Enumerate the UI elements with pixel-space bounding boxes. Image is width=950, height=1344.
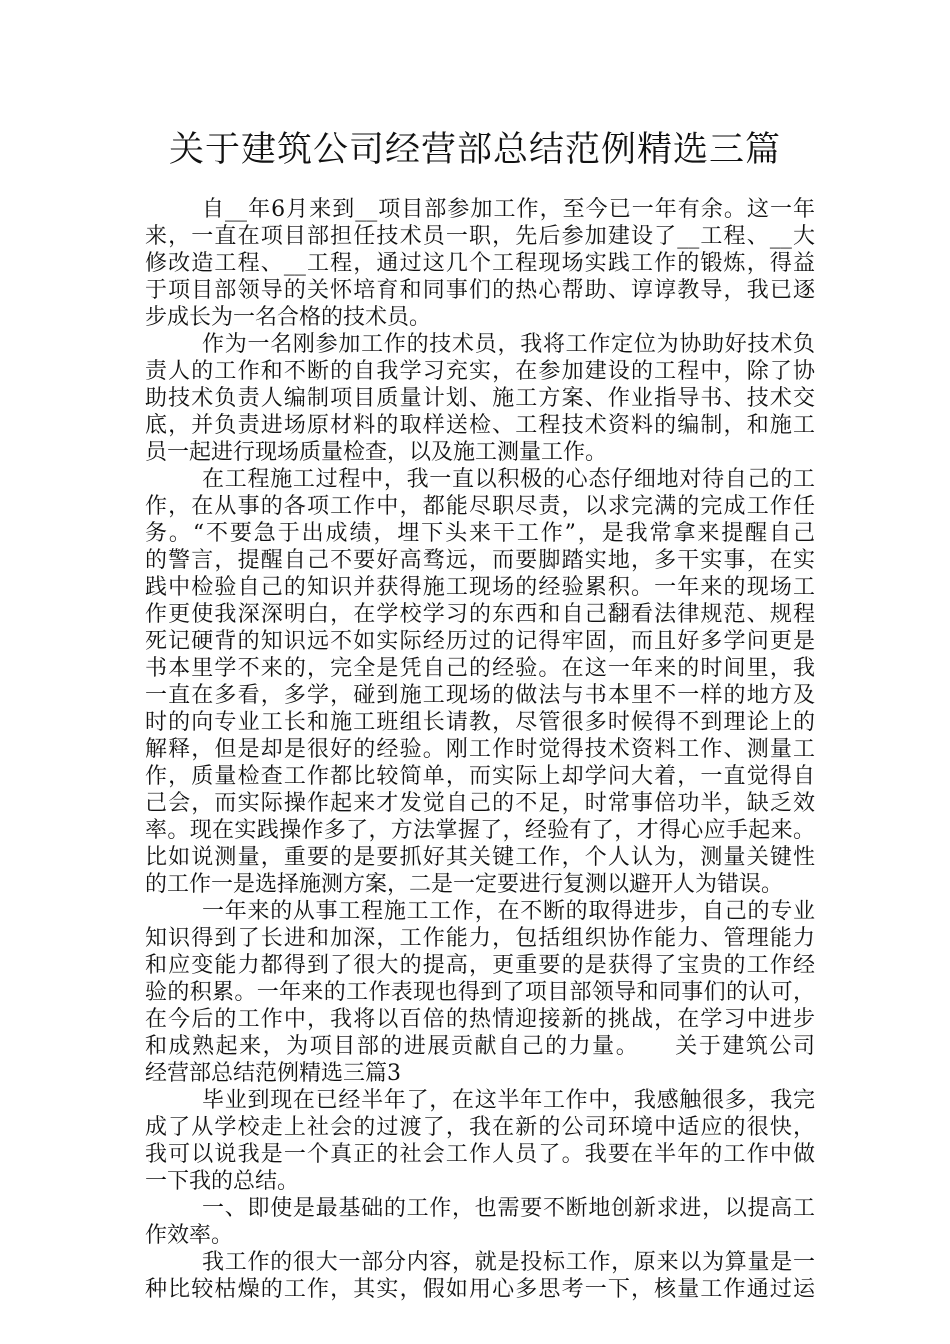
- text-line: 我可以说我是一个真正的社会工作人员了。我要在半年的工作中做: [145, 1142, 815, 1167]
- text-line: 作更使我深深明白，在学校学习的东西和自己翻看法律规范、规程: [145, 602, 815, 627]
- text-line: 一直在多看，多学，碰到施工现场的做法与书本里不一样的地方及: [145, 683, 815, 708]
- text-line: 一下我的总结。: [145, 1169, 300, 1194]
- text-line: 于项目部领导的关怀培育和同事们的热心帮助、谆谆教导，我已逐: [145, 278, 815, 303]
- text-line: 作，质量检查工作都比较简单，而实际上却学问大着，一直觉得自: [145, 764, 815, 789]
- document-title: 关于建筑公司经营部总结范例精选三篇: [168, 130, 781, 170]
- text-line: 责人的工作和不断的自我学习充实，在参加建设的工程中，除了协: [145, 359, 815, 384]
- text-line: 作，在从事的各项工作中，都能尽职尽责，以求完满的完成工作任: [145, 494, 815, 519]
- text-line: 修改造工程、__工程，通过这几个工程现场实践工作的锻炼，得益: [145, 251, 815, 276]
- text-line: 作为一名刚参加工作的技术员，我将工作定位为协助好技术负: [202, 332, 815, 357]
- text-line: 成了从学校走上社会的过渡了，我在新的公司环境中适应的很快，: [145, 1115, 815, 1140]
- text-line: 己会，而实际操作起来才发觉自己的不足，时常事倍功半，缺乏效: [145, 791, 815, 816]
- text-line: 毕业到现在已经半年了，在这半年工作中，我感触很多，我完: [202, 1088, 815, 1113]
- text-line: 死记硬背的知识远不如实际经历过的记得牢固，而且好多学问更是: [145, 629, 815, 654]
- text-line: 我工作的很大一部分内容，就是投标工作，原来以为算量是一: [202, 1250, 815, 1275]
- text-line: 比如说测量，重要的是要抓好其关键工作，个人认为，测量关键性: [145, 845, 815, 870]
- text-line: 经营部总结范例精选三篇3: [145, 1061, 401, 1086]
- text-line: 作效率。: [145, 1223, 234, 1248]
- text-line: 时的向专业工长和施工班组长请教，尽管很多时候得不到理论上的: [145, 710, 815, 735]
- text-line: 一、即使是最基础的工作，也需要不断地创新求进，以提高工: [202, 1196, 815, 1221]
- text-line: 践中检验自己的知识并获得施工现场的经验累积。一年来的现场工: [145, 575, 815, 600]
- text-line: 步成长为一名合格的技术员。: [145, 305, 432, 330]
- document-body: [145, 196, 815, 1303]
- text-line: 知识得到了长进和加深，工作能力，包括组织协作能力、管理能力: [145, 926, 815, 951]
- text-line: 在今后的工作中，我将以百倍的热情迎接新的挑战，在学习中进步: [145, 1007, 815, 1032]
- text-line: 员一起进行现场质量检查，以及施工测量工作。: [145, 440, 608, 465]
- text-line: 验的积累。一年来的工作表现也得到了项目部领导和同事们的认可，: [145, 980, 815, 1005]
- text-line: 务。“不要急于出成绩，埋下头来干工作”，是我常拿来提醒自己: [145, 521, 815, 546]
- text-line: 率。现在实践操作多了，方法掌握了，经验有了，才得心应手起来。: [145, 818, 815, 843]
- text-line: 的警言，提醒自己不要好高骛远，而要脚踏实地，多干实事，在实: [145, 548, 815, 573]
- text-line: 自__年6月来到__项目部参加工作，至今已一年有余。这一年: [202, 197, 815, 222]
- text-line: 解释，但是却是很好的经验。刚工作时觉得技术资料工作、测量工: [145, 737, 815, 762]
- text-line: 在工程施工过程中，我一直以积极的心态仔细地对待自己的工: [202, 467, 815, 492]
- text-line: 和应变能力都得到了很大的提高，更重要的是获得了宝贵的工作经: [145, 953, 815, 978]
- text-line: 一年来的从事工程施工工作，在不断的取得进步，自己的专业: [202, 899, 815, 924]
- text-line: 和成熟起来，为项目部的进展贡献自己的力量。 关于建筑公司: [145, 1034, 815, 1059]
- text-line: 的工作一是选择施测方案，二是一定要进行复测以避开人为错误。: [145, 872, 784, 897]
- text-line: 种比较枯燥的工作，其实，假如用心多思考一下，核量工作通过运: [145, 1277, 815, 1302]
- text-line: 助技术负责人编制项目质量计划、施工方案、作业指导书、技术交: [145, 386, 815, 411]
- text-line: 来，一直在项目部担任技术员一职，先后参加建设了__工程、__大: [145, 224, 815, 249]
- text-line: 底，并负责进场原材料的取样送检、工程技术资料的编制，和施工: [145, 413, 815, 438]
- text-line: 书本里学不来的，完全是凭自己的经验。在这一年来的时间里，我: [145, 656, 815, 681]
